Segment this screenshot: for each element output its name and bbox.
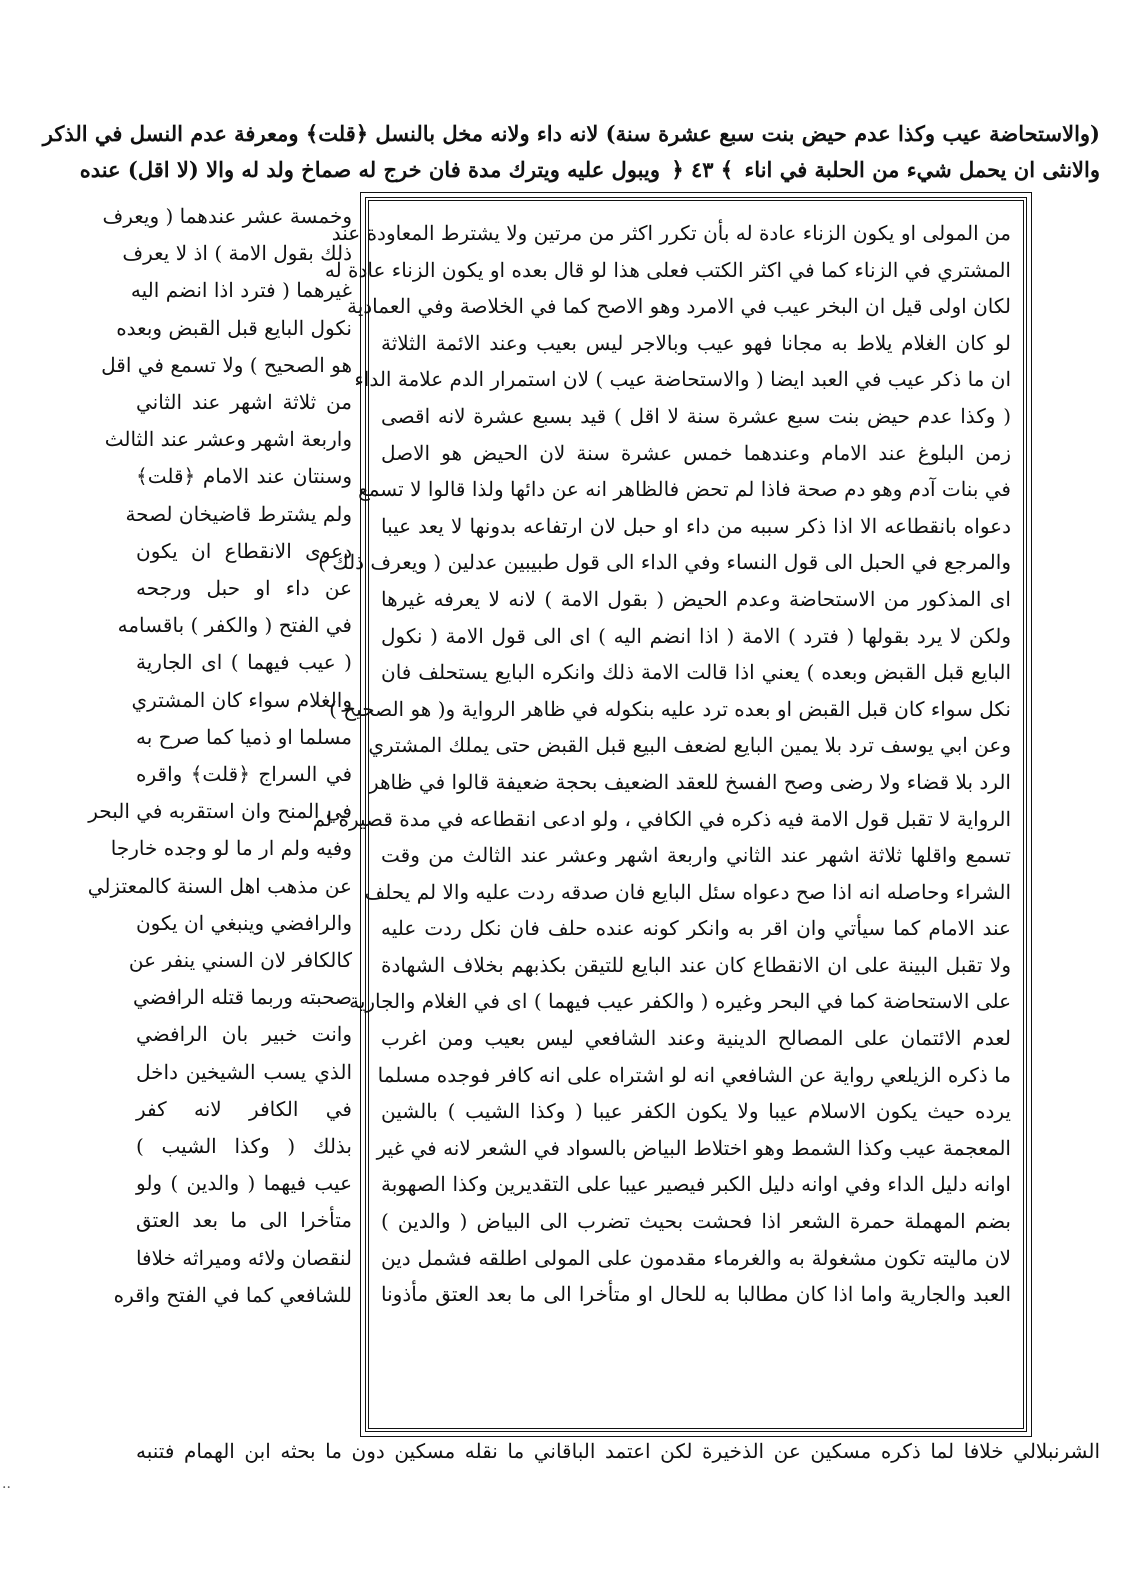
page-number: ﴾ ٤٣ ﴿	[671, 157, 734, 182]
main-text-line: من المولى او يكون الزناء عادة له بأن تكرر اكثر من مرتين ولا يشترط المعاودة عند	[331, 221, 1011, 245]
side-commentary-column	[87, 198, 352, 1314]
side-text-line: مسلما او ذميا كما صرح به	[136, 724, 352, 749]
main-text-line: المشتري في الزناء كما في اكثر الكتب فعلى هذا لو قال بعده او يكون الزناء عادة له	[324, 257, 1011, 282]
side-text-line: لنقصان ولائه وميراثه خلافا	[135, 1245, 352, 1270]
side-text-line: الذي يسب الشيخين داخل	[136, 1059, 352, 1084]
main-text-line: المعجمة عيب وكذا الشمط وهو اختلاط البياض بالسواد في الشعر لانه في غير	[376, 1135, 1011, 1160]
main-text-line: لكان اولى قيل ان البخر عيب في الامرد وهو الاصح كما في الخلاصة وفي العمادية	[346, 294, 1011, 319]
side-text-line: وخمسة عشر عندهما ( ويعرف	[102, 204, 352, 228]
side-text-line: نكول البايع قبل القبض وبعده	[116, 315, 352, 340]
side-text-line: وانت خبير بان الرافضي	[136, 1022, 352, 1047]
side-text-line: وفيه ولم ار ما لو وجده خارجا	[110, 836, 352, 861]
main-text-line: لو كان الغلام يلاط به مجانا فهو عيب وبالاجر ليس بعيب وعند الائمة الثلاثة	[381, 330, 1011, 355]
side-text-line: عن داء او حبل ورجحه	[136, 576, 352, 601]
main-text-line: العبد والجارية واما اذا كان مطالبا به للحال او متأخرا الى ما بعد العتق مأذونا	[381, 1282, 1011, 1307]
side-text-line: في المنح وان استقربه في البحر	[88, 799, 352, 824]
main-text-line: في بنات آدم وهو دم صحة فاذا لم تحض فالظاهر انه عن دائها ولذا قالوا لا تسمع	[358, 477, 1011, 502]
header-line-2-right: والانثى ان يحمل شيء من الحلبة في اناء	[744, 157, 1100, 182]
main-text-line: ( وكذا عدم حيض بنت سبع عشرة سنة لا اقل ) قيد بسبع عشرة لانه اقصى	[381, 403, 1011, 428]
side-text-line: في الكافر لانه كفر	[136, 1096, 352, 1121]
page-header	[42, 116, 1100, 188]
scan-margin-marks: ··	[2, 1480, 11, 1496]
side-text-line: هو الصحيح ) ولا تسمع في اقل	[101, 352, 352, 377]
side-text-line: غيرهما ( فترد اذا انضم اليه	[130, 278, 352, 303]
main-text-line: لان ماليته تكون مشغولة به والغرماء مقدمون على المولى اطلقه فشمل دين	[381, 1245, 1011, 1270]
page-number-value: ٤٣	[690, 157, 714, 182]
header-line-2-left: ويبول عليه ويترك مدة فان خرج له صماخ ولد له والا (لا اقل) عنده	[79, 157, 660, 182]
main-text-line: وعن ابي يوسف ترد بلا يمين البايع لضعف البيع قبل القبض حتى يملك المشتري	[368, 733, 1011, 758]
main-text-line: دعواه بانقطاعه الا اذا ذكر سببه من داء او حبل لان ارتفاعه بدونها لا يعد عيبا	[381, 513, 1011, 538]
main-text-line: ان ما ذكر عيب في العبد ايضا ( والاستحاضة عيب ) لان استمرار الدم علامة الداء	[354, 367, 1011, 392]
main-text-line: زمن البلوغ عند الامام وعندهما خمس عشرة سنة لان الحيض هو الاصل	[381, 440, 1011, 465]
footer-line-1: الشرنبلالي خلافا لما ذكره مسكين عن الذخيرة لكن اعتمد الباقاني ما نقله مسكين دون ما بحثه ابن الهمام فتنبه	[136, 1439, 1100, 1463]
main-text-line: لعدم الائتمان على المصالح الدينية وعند الشافعي ليس بعيب ومن اغرب	[381, 1026, 1011, 1051]
side-text-line: في السراج ﴿قلت﴾ واقره	[136, 762, 352, 787]
side-text-line: واربعة اشهر وعشر عند الثالث	[104, 427, 352, 452]
page-footer	[136, 1434, 1100, 1468]
main-text-line: ما ذكره الزيلعي رواية عن الشافعي انه لو اشتراه على انه كافر فوجده مسلما	[377, 1062, 1011, 1087]
side-text-line: صحبته وربما قتله الرافضي	[132, 985, 352, 1010]
main-text-line: الرواية لا تقبل قول الامة فيه ذكره في الكافي ، ولو ادعى انقطاعه في مدة قصيرة لم	[312, 806, 1011, 831]
main-text-line: البايع قبل القبض وبعده ) يعني اذا قالت الامة ذلك وانكره البايع يستحلف فان	[381, 660, 1011, 685]
side-text-line: دعوى الانقطاع ان يكون	[136, 538, 352, 563]
main-text-line: بضم المهملة حمرة الشعر اذا فحشت بحيث تضرب الى البياض ( والدين )	[381, 1209, 1011, 1234]
side-text-line: للشافعي كما في الفتح واقره	[113, 1282, 352, 1307]
main-text-line: الرد بلا قضاء ولا رضى وصح الفسخ للعقد الضعيف بحجة ضعيفة قالوا في ظاهر	[368, 769, 1011, 794]
side-text-line: متأخرا الى ما بعد العتق	[136, 1208, 352, 1233]
main-text-line: ولكن لا يرد بقولها ( فترد ) الامة ( اذا انضم اليه ) اى الى قول الامة ( نكول	[381, 623, 1011, 648]
header-line-2	[79, 152, 1100, 188]
main-text-line: ولا تقبل البينة على ان الانقطاع كان عند البايع للتيقن بكذبهم بخلاف الشهادة	[381, 952, 1011, 977]
side-text-line: ذلك بقول الامة ) اذ لا يعرف	[122, 241, 352, 266]
main-text-line: تسمع واقلها ثلاثة اشهر عند الثاني واربعة اشهر وعشر عند الثالث من وقت	[381, 843, 1011, 868]
side-text-line: في الفتح ( والكفر ) باقسامه	[117, 613, 352, 638]
main-text-line: والمرجع في الحبل الى قول النساء وفي الداء الى قول طبيبين عدلين ( ويعرف ذلك )	[318, 550, 1011, 575]
main-text-line: يرده حيث يكون الاسلام عيبا ولا يكون الكفر عيبا ( وكذا الشيب ) بالشين	[381, 1099, 1011, 1124]
main-text-line: الشراء وحاصله انه اذا صح دعواه سئل البايع فان صدقه ردت عليه والا لم يحلف	[364, 879, 1011, 904]
main-text-line: اوانه دليل الداء وفي اوانه دليل الكبر فيصير عيبا على التقديرين وكذا الصهوبة	[381, 1172, 1011, 1197]
side-text-line: عن مذهب اهل السنة كالمعتزلي	[87, 873, 352, 898]
side-text-line: ( عيب فيهما ) اى الجارية	[136, 650, 352, 675]
main-text-line: على الاستحاضة كما في البحر وغيره ( والكفر عيب فيهما ) اى في الغلام والجارية	[349, 989, 1011, 1014]
side-text-line: ولم يشترط قاضيخان لصحة	[125, 501, 352, 526]
side-text-line: بذلك ( وكذا الشيب )	[136, 1134, 352, 1159]
side-text-line: كالكافر لان السني ينفر عن	[128, 948, 352, 973]
side-text-line: عيب فيهما ( والدين ) ولو	[136, 1171, 352, 1196]
main-text-line: عند الامام كما سيأتي وان اقر به وانكر كونه عنده حلف فان نكل ردت عليه	[381, 916, 1011, 941]
side-text-line: والرافضي وينبغي ان يكون	[135, 910, 352, 935]
side-text-line: والغلام سواء كان المشتري	[131, 687, 352, 712]
main-commentary-frame	[312, 197, 1027, 1432]
main-text-line: اى المذكور من الاستحاضة وعدم الحيض ( بقول الامة ) لانه لا يعرفه غيرها	[381, 586, 1011, 611]
side-text-line: وسنتان عند الامام ﴿قلت﴾	[136, 464, 352, 489]
header-line-1: (والاستحاضة عيب وكذا عدم حيض بنت سبع عشرة سنة) لانه داء ولانه مخل بالنسل ﴿قلت﴾ ومعرفة عدم النسل في الذكر	[42, 121, 1100, 146]
side-text-line: من ثلاثة اشهر عند الثاني	[136, 390, 352, 415]
main-text-line: نكل سواء كان قبل القبض او بعده ترد عليه بنكوله في ظاهر الرواية و( هو الصحيح )	[329, 696, 1011, 721]
